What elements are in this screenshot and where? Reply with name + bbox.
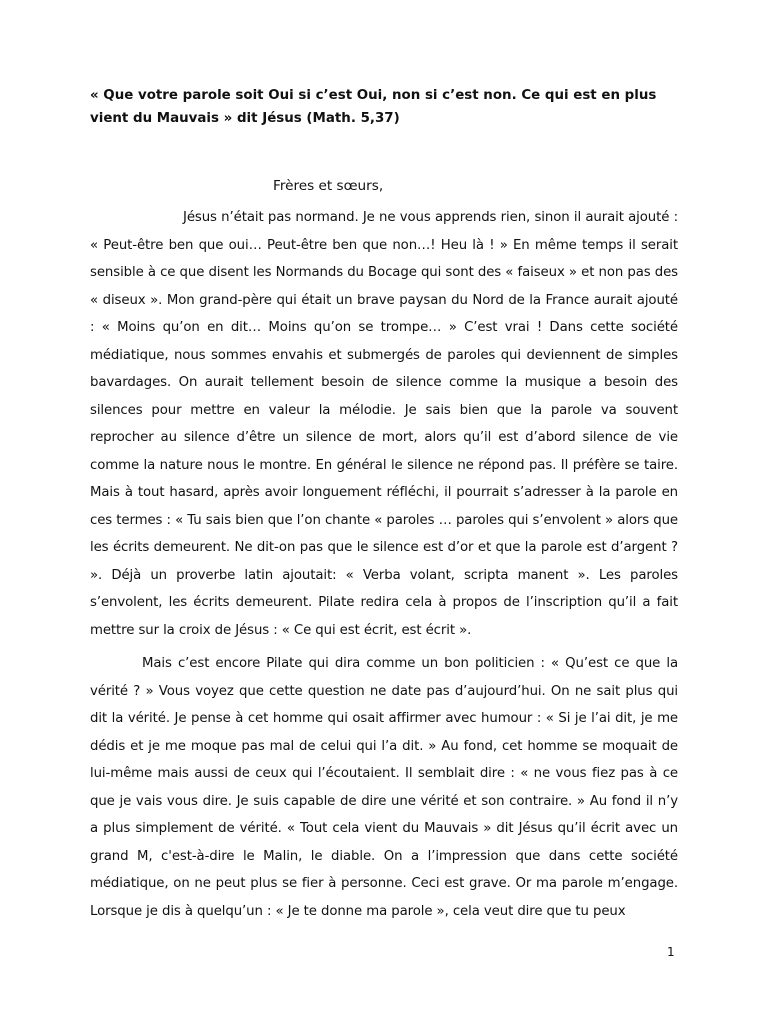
paragraph-1: Jésus n’était pas normand. Je ne vous apprends rien, sinon il aurait ajouté : « Peut-être ben que oui… Peut-être ben que non…! Heu là ! » En même temps il serait sensible à ce que disent les Normands du Bocage qui sont des « faiseux » et non pas des « diseux ». Mon grand-père qui était un brave paysan du Nord de la France aurait ajouté : « Moins qu’on en dit… Moins qu’on se trompe… » C’est vrai ! Dans cette société médiatique, nous sommes envahis et submergés de paroles qui deviennent de simples bavardages. On aurait tellement besoin de silence comme la musique a besoin des silences pour mettre en valeur la mélodie. Je sais bien que la parole va souvent reprocher au silence d’être un silence de mort, alors qu’il est d’abord silence de vie comme la nature nous le montre. En général le silence ne répond pas. Il préfère se taire. Mais à tout hasard, après avoir longuement réfléchi, il pourrait s’adresser à la parole en ces termes : « Tu sais bien que l’on chante « paroles … paroles qui s’envolent » alors que les écrits demeurent. Ne dit-on pas que le silence est d’or et que la parole est d’argent ? ». Déjà un proverbe latin ajoutait: « Verba volant, scripta manent ». Les paroles s’envolent, les écrits demeurent. Pilate redira cela à propos de l’inscription qu’il a fait mettre sur la croix de Jésus : « Ce qui est écrit, est écrit ». <box>90 210 678 638</box>
epigraph-quote: « Que votre parole soit Oui si c’est Oui, non si c’est non. Ce qui est en plus vient du Mauvais » dit Jésus (Math. 5,37) <box>90 88 657 126</box>
paragraph-2: Mais c’est encore Pilate qui dira comme un bon politicien : « Qu’est ce que la vérité ? » Vous voyez que cette question ne date pas d’aujourd’hui. On ne sait plus qui dit la vérité. Je pense à cet homme qui osait affirmer avec humour : « Si je l’ai dit, je me dédis et je me moque pas mal de celui qui l’a dit. » Au fond, cet homme se moquait de lui-même mais aussi de ceux qui l’écoutaient. Il semblait dire : « ne vous fiez pas à ce que je vais vous dire. Je suis capable de dire une vérité et son contraire. » Au fond il n’y a plus simplement de vérité. « Tout cela vient du Mauvais » dit Jésus qu’il écrit avec un grand M, c'est-à-dire le Malin, le diable. On a l’impression que dans cette société médiatique, on ne peut plus se fier à personne. Ceci est grave. Or ma parole m’engage. Lorsque je dis à quelqu’un : « Je te donne ma parole », cela veut dire que tu peux <box>90 656 678 919</box>
page-number: 1 <box>667 945 675 959</box>
salutation: Frères et sœurs, <box>273 178 384 194</box>
